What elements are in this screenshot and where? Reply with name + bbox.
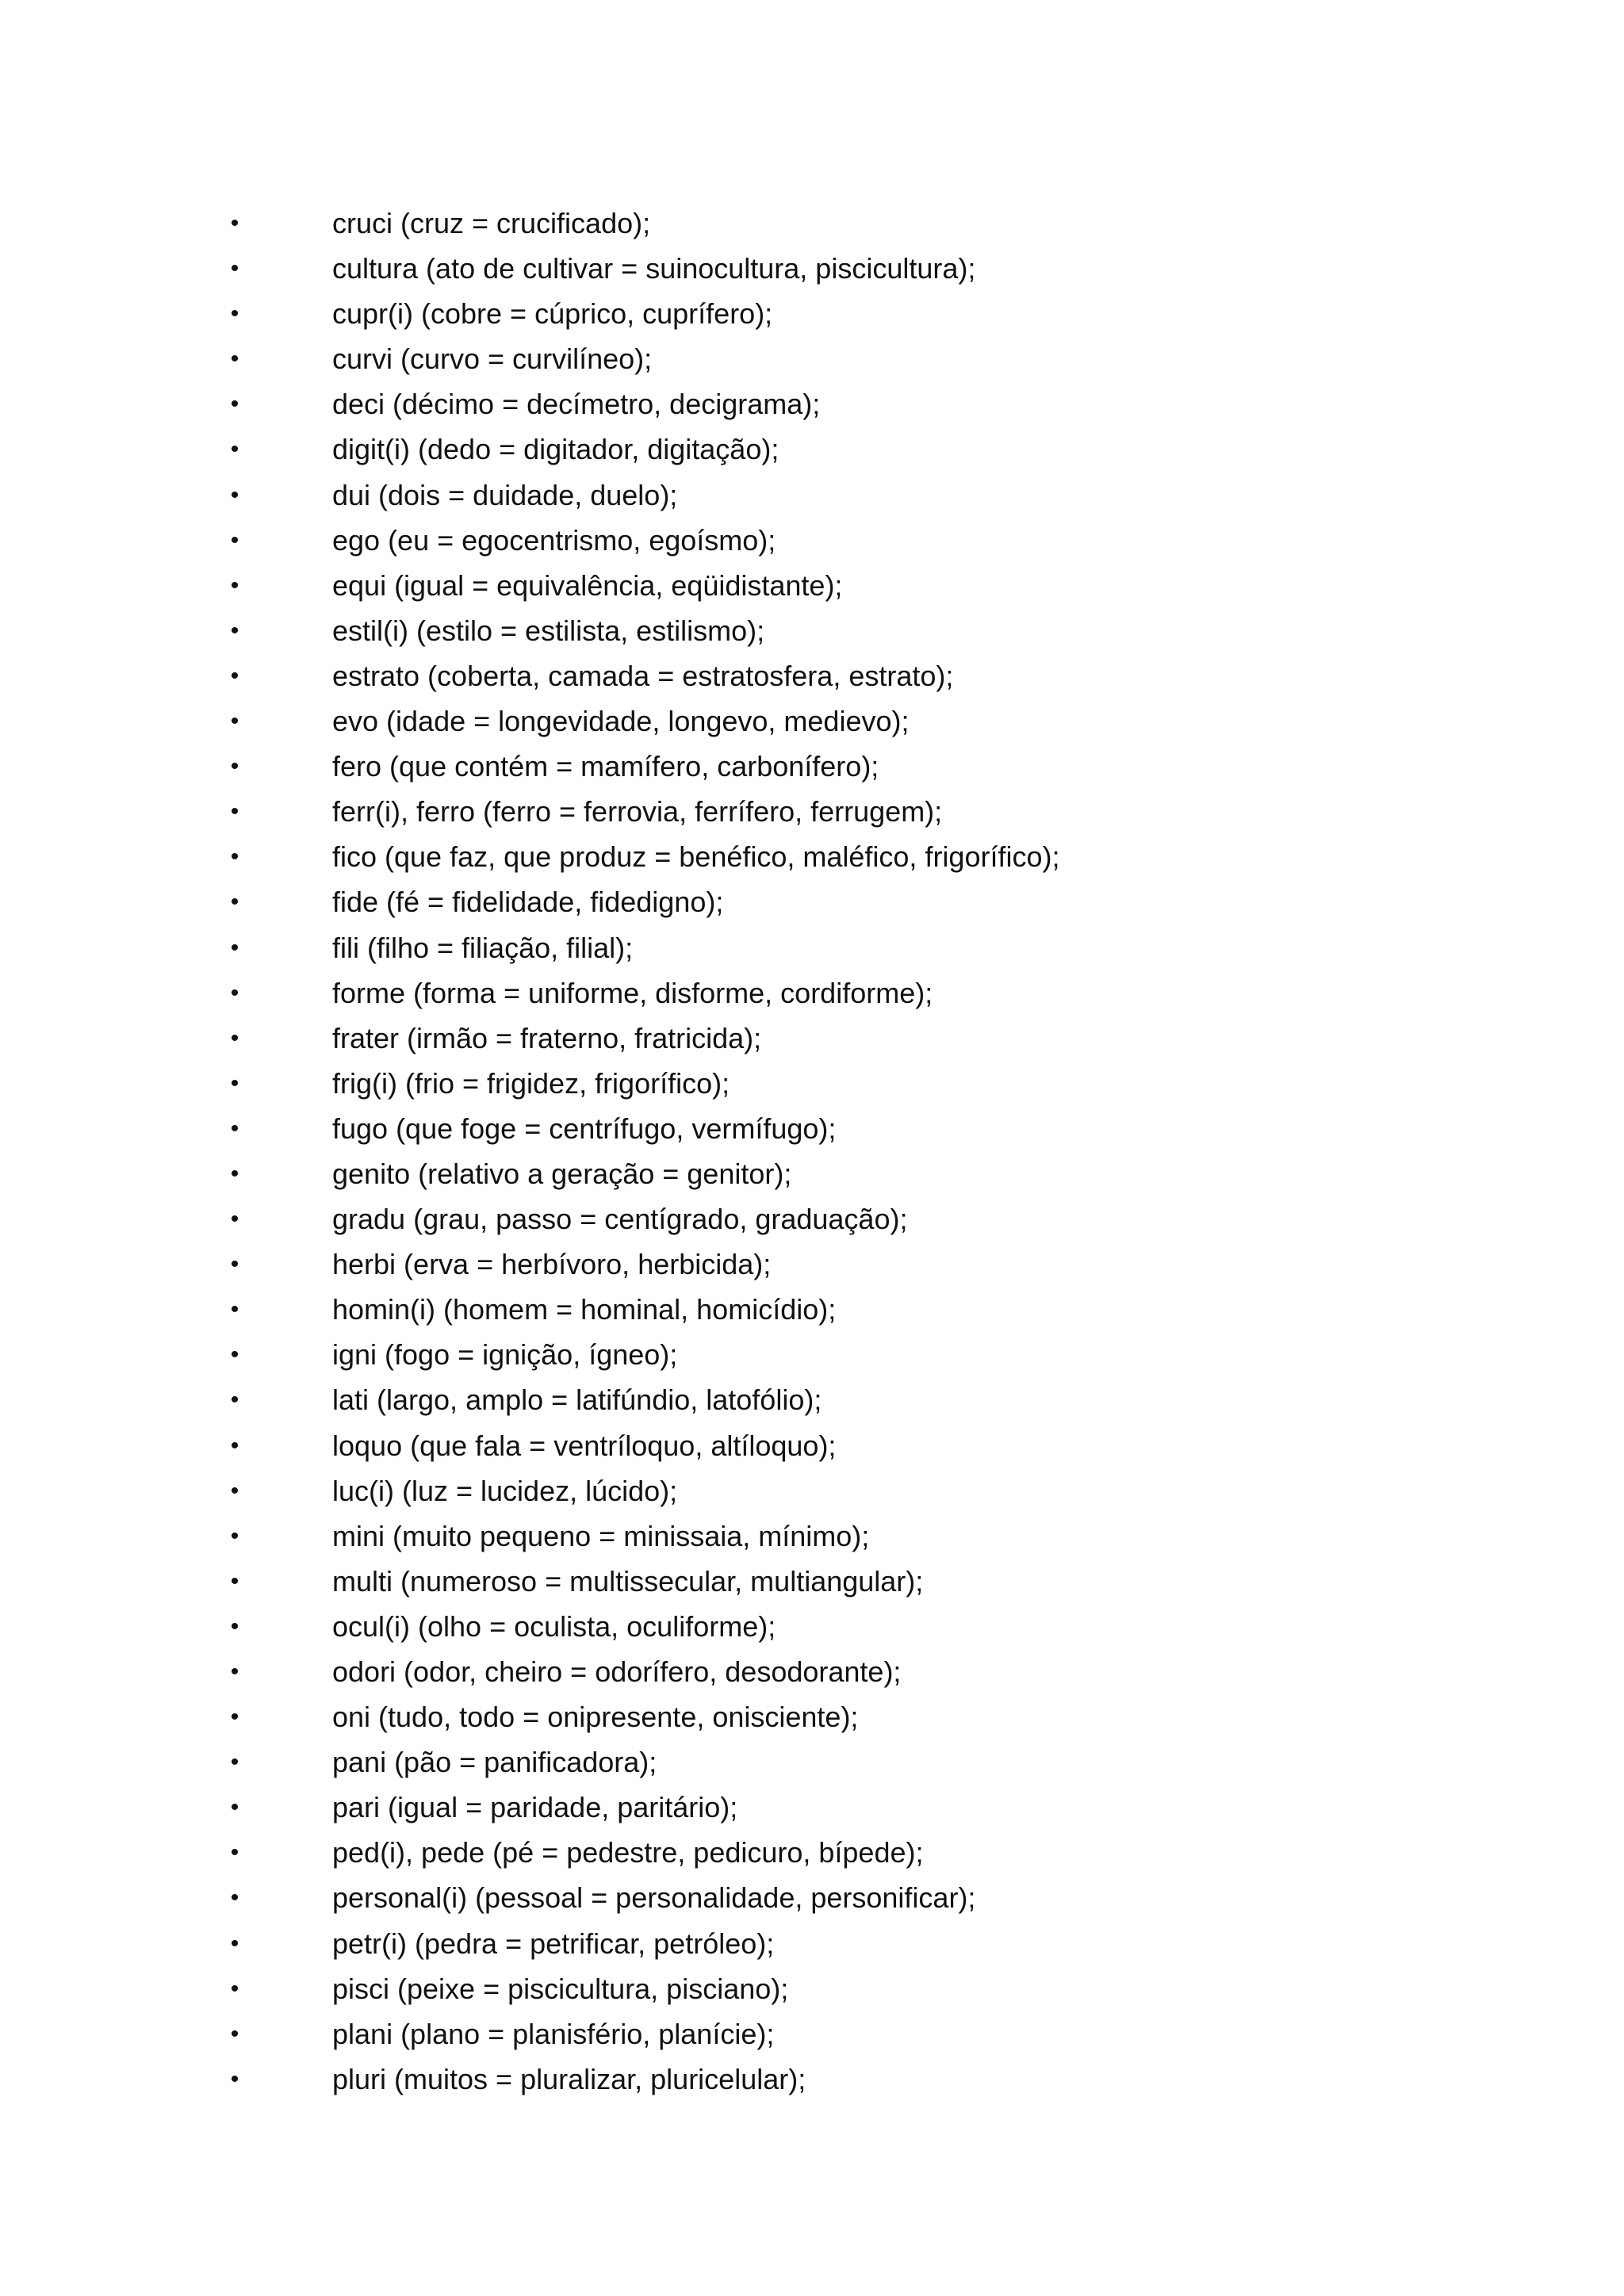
list-item bbox=[0, 2057, 1624, 2102]
bullet-icon: • bbox=[230, 2020, 239, 2047]
bullet-icon: • bbox=[230, 1659, 239, 1685]
list-item bbox=[0, 653, 1624, 698]
list-item bbox=[0, 381, 1624, 427]
list-item bbox=[0, 1061, 1624, 1106]
list-item bbox=[0, 1287, 1624, 1332]
bullet-icon: • bbox=[230, 1704, 239, 1731]
list-item-text: pani (pão = panificadora); bbox=[332, 1746, 657, 1779]
list-item-text: frater (irmão = fraterno, fratricida); bbox=[332, 1021, 762, 1054]
list-item bbox=[0, 970, 1624, 1016]
list-item bbox=[0, 1151, 1624, 1196]
list-item bbox=[0, 1196, 1624, 1242]
list-item bbox=[0, 1242, 1624, 1287]
list-item-text: cruci (cruz = crucificado); bbox=[332, 207, 651, 239]
bullet-icon: • bbox=[230, 1160, 239, 1187]
list-item-text: ferr(i), ferro (ferro = ferrovia, ferrífero, ferrugem); bbox=[332, 795, 943, 828]
list-item-text: fide (fé = fidelidade, fidedigno); bbox=[332, 886, 724, 919]
list-item-text: fugo (que foge = centrífugo, vermífugo); bbox=[332, 1112, 837, 1145]
list-item-text: deci (décimo = decímetro, decigrama); bbox=[332, 388, 821, 421]
bullet-icon: • bbox=[230, 2065, 239, 2092]
list-item-text: ocul(i) (olho = oculista, oculiforme); bbox=[332, 1609, 776, 1643]
bullet-icon: • bbox=[230, 1024, 239, 1051]
list-item-text: frig(i) (frio = frigidez, frigorífico); bbox=[332, 1066, 730, 1100]
list-item bbox=[0, 2011, 1624, 2057]
list-item bbox=[0, 1377, 1624, 1422]
list-item bbox=[0, 246, 1624, 291]
list-item-text: fico (que faz, que produz = benéfico, maléfico, frigorífico); bbox=[332, 840, 1060, 874]
list-item bbox=[0, 473, 1624, 518]
bullet-icon: • bbox=[230, 1432, 239, 1459]
bullet-icon: • bbox=[230, 1567, 239, 1594]
list-item-text: homin(i) (homem = hominal, homicídio); bbox=[332, 1293, 837, 1326]
list-item-text: fili (filho = filiação, filial); bbox=[332, 931, 634, 964]
list-item bbox=[0, 1468, 1624, 1513]
list-item bbox=[0, 291, 1624, 336]
list-item-text: ego (eu = egocentrismo, egoísmo); bbox=[332, 523, 776, 557]
list-item bbox=[0, 1785, 1624, 1830]
bullet-icon: • bbox=[230, 662, 239, 689]
list-item bbox=[0, 427, 1624, 472]
list-item-text: dui (dois = duidade, duelo); bbox=[332, 478, 678, 511]
list-item bbox=[0, 1016, 1624, 1061]
list-item bbox=[0, 834, 1624, 879]
list-item-text: oni (tudo, todo = onipresente, onisciente); bbox=[332, 1701, 859, 1734]
list-item-text: cultura (ato de cultivar = suinocultura, piscicultura); bbox=[332, 252, 976, 285]
bullet-icon: • bbox=[230, 708, 239, 735]
list-item-text: equi (igual = equivalência, eqüidistante); bbox=[332, 568, 843, 602]
bullet-icon: • bbox=[230, 481, 239, 508]
bullet-icon: • bbox=[230, 1477, 239, 1504]
bullet-icon: • bbox=[230, 1794, 239, 1821]
bullet-icon: • bbox=[230, 1613, 239, 1640]
list-item-text: pari (igual = paridade, paritário); bbox=[332, 1791, 738, 1824]
list-item-text: personal(i) (pessoal = personalidade, personificar); bbox=[332, 1881, 976, 1915]
bullet-icon: • bbox=[230, 1930, 239, 1957]
list-item bbox=[0, 201, 1624, 246]
bullet-icon: • bbox=[230, 798, 239, 825]
bullet-icon: • bbox=[230, 1070, 239, 1096]
bullet-icon: • bbox=[230, 1885, 239, 1911]
bullet-icon: • bbox=[230, 934, 239, 961]
list-item bbox=[0, 563, 1624, 608]
list-item bbox=[0, 608, 1624, 653]
bullet-list bbox=[0, 201, 1624, 2102]
list-item-text: estil(i) (estilo = estilista, estilismo); bbox=[332, 614, 765, 647]
bullet-icon: • bbox=[230, 753, 239, 780]
bullet-icon: • bbox=[230, 346, 239, 373]
list-item-text: curvi (curvo = curvilíneo); bbox=[332, 342, 653, 376]
list-item bbox=[0, 698, 1624, 744]
bullet-icon: • bbox=[230, 1115, 239, 1142]
list-item bbox=[0, 518, 1624, 563]
bullet-icon: • bbox=[230, 844, 239, 871]
list-item bbox=[0, 1559, 1624, 1604]
list-item bbox=[0, 1332, 1624, 1377]
list-item bbox=[0, 1106, 1624, 1151]
bullet-icon: • bbox=[230, 526, 239, 553]
list-item bbox=[0, 1423, 1624, 1468]
list-item bbox=[0, 336, 1624, 381]
list-item-text: fero (que contém = mamífero, carbonífero); bbox=[332, 750, 879, 783]
list-item-text: odori (odor, cheiro = odorífero, desodorante); bbox=[332, 1655, 902, 1688]
list-item-text: evo (idade = longevidade, longevo, medievo); bbox=[332, 705, 910, 738]
list-item-text: gradu (grau, passo = centígrado, graduação); bbox=[332, 1203, 908, 1236]
list-item-text: pluri (muitos = pluralizar, pluricelular); bbox=[332, 2062, 806, 2095]
list-item bbox=[0, 1649, 1624, 1694]
list-item-text: ped(i), pede (pé = pedestre, pedicuro, bípede); bbox=[332, 1836, 924, 1869]
bullet-icon: • bbox=[230, 1975, 239, 2002]
bullet-icon: • bbox=[230, 1206, 239, 1233]
bullet-icon: • bbox=[230, 617, 239, 644]
list-item bbox=[0, 1739, 1624, 1785]
list-item bbox=[0, 1921, 1624, 1966]
list-item-text: lati (largo, amplo = latifúndio, latofólio); bbox=[332, 1383, 822, 1417]
bullet-icon: • bbox=[230, 210, 239, 236]
bullet-icon: • bbox=[230, 436, 239, 463]
bullet-icon: • bbox=[230, 255, 239, 282]
list-item-text: genito (relativo a geração = genitor); bbox=[332, 1157, 792, 1190]
list-item-text: luc(i) (luz = lucidez, lúcido); bbox=[332, 1474, 678, 1507]
bullet-icon: • bbox=[230, 1522, 239, 1549]
bullet-icon: • bbox=[230, 979, 239, 1006]
list-item bbox=[0, 1875, 1624, 1920]
bullet-icon: • bbox=[230, 1341, 239, 1368]
list-item bbox=[0, 1694, 1624, 1739]
list-item-text: herbi (erva = herbívoro, herbicida); bbox=[332, 1248, 772, 1281]
list-item bbox=[0, 1513, 1624, 1559]
list-item-text: plani (plano = planisfério, planície); bbox=[332, 2017, 775, 2050]
bullet-icon: • bbox=[230, 1251, 239, 1278]
bullet-icon: • bbox=[230, 1387, 239, 1414]
list-item-text: petr(i) (pedra = petrificar, petróleo); bbox=[332, 1927, 775, 1960]
list-item-text: estrato (coberta, camada = estratosfera, estrato); bbox=[332, 659, 954, 692]
bullet-icon: • bbox=[230, 1749, 239, 1776]
bullet-icon: • bbox=[230, 889, 239, 916]
bullet-icon: • bbox=[230, 300, 239, 327]
list-item-text: igni (fogo = ignição, ígneo); bbox=[332, 1338, 678, 1372]
list-item-text: mini (muito pequeno = minissaia, mínimo); bbox=[332, 1519, 870, 1552]
list-item-text: multi (numeroso = multissecular, multiangular); bbox=[332, 1564, 924, 1598]
list-item-text: digit(i) (dedo = digitador, digitação); bbox=[332, 433, 779, 466]
list-item bbox=[0, 1830, 1624, 1875]
list-item-text: loquo (que fala = ventríloquo, altíloquo); bbox=[332, 1429, 837, 1462]
list-item bbox=[0, 789, 1624, 834]
list-item bbox=[0, 1966, 1624, 2011]
bullet-icon: • bbox=[230, 1296, 239, 1323]
bullet-icon: • bbox=[230, 1839, 239, 1866]
list-item bbox=[0, 879, 1624, 924]
list-item-text: pisci (peixe = piscicultura, pisciano); bbox=[332, 1972, 789, 2005]
list-item bbox=[0, 744, 1624, 789]
bullet-icon: • bbox=[230, 572, 239, 599]
bullet-icon: • bbox=[230, 391, 239, 418]
list-item bbox=[0, 1604, 1624, 1649]
list-item-text: forme (forma = uniforme, disforme, cordiforme); bbox=[332, 976, 933, 1009]
list-item bbox=[0, 925, 1624, 970]
list-item-text: cupr(i) (cobre = cúprico, cuprífero); bbox=[332, 297, 773, 331]
